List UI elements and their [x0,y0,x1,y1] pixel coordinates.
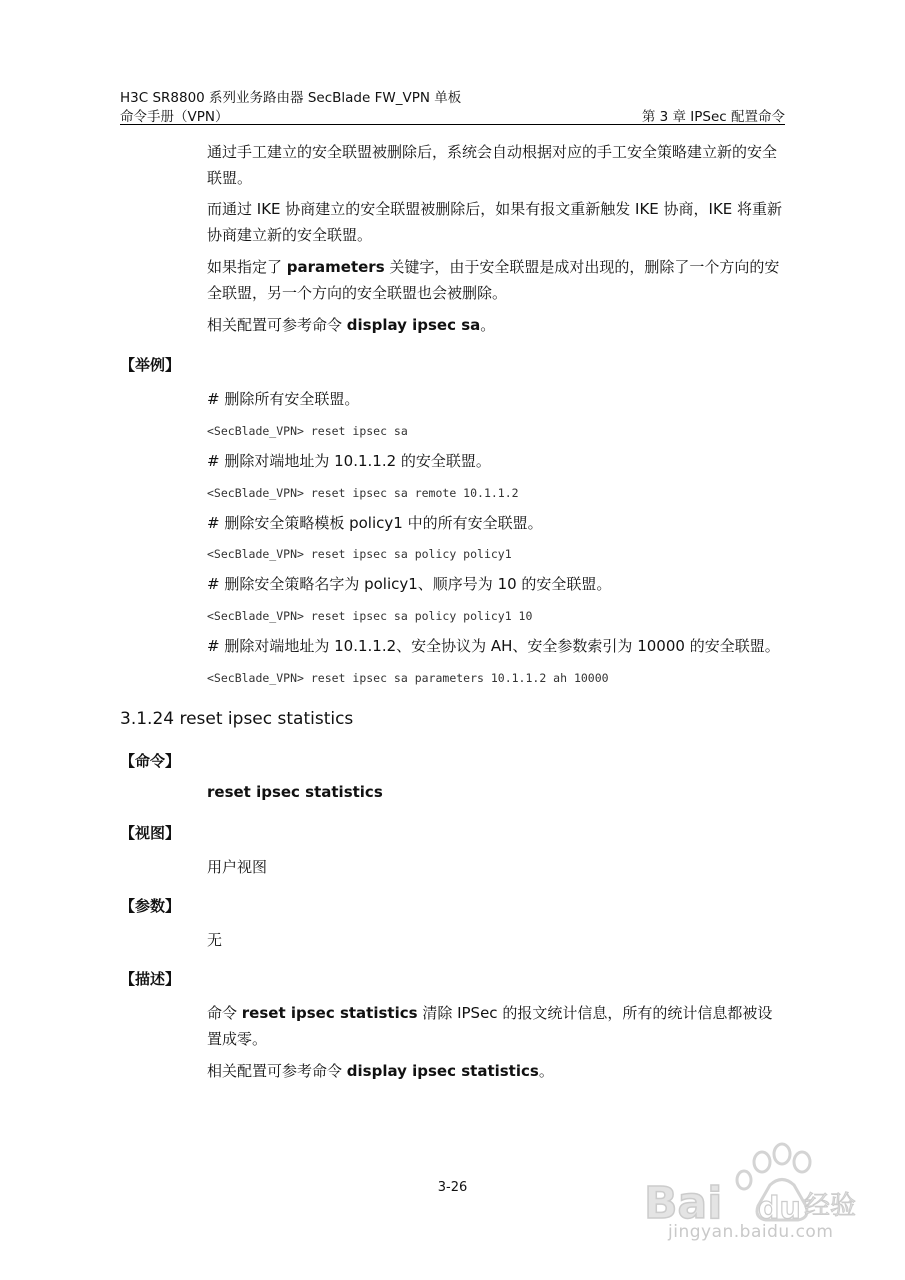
keyword: parameters [286,258,385,276]
paragraph-text: 。 [480,316,496,334]
paragraph-text: 。 [538,1062,554,1080]
view-value: 用户视图 [207,858,268,876]
params-value: 无 [207,931,223,949]
watermark-url: jingyan.baidu.com [668,1222,834,1242]
example-code: <SecBlade_VPN> reset ipsec sa remote 10.1.1.2 [207,486,519,500]
paragraph-text: 如果指定了 [207,258,287,276]
example-code: <SecBlade_VPN> reset ipsec sa [207,424,408,438]
params-label: 【参数】 [120,897,181,915]
example-code: <SecBlade_VPN> reset ipsec sa policy policy1 [207,547,512,561]
example-code: <SecBlade_VPN> reset ipsec sa parameters 10.1.1.2 ah 10000 [207,671,609,685]
section-title: 3.1.24 reset ipsec statistics [120,709,354,729]
svg-text:du: du [758,1191,801,1226]
keyword: display ipsec statistics [346,1062,539,1080]
keyword: display ipsec sa [346,316,481,334]
paragraph-parameters [207,254,787,306]
command-syntax: reset ipsec statistics [207,783,383,801]
paragraph-text: 清除 IPSec 的报文统计信息，所有的统计信息都被设置成零。 [207,1004,773,1048]
paragraph-text: 相关配置可参考命令 [207,316,347,334]
header-chapter: 第 3 章 IPSec 配置命令 [641,109,785,125]
view-label: 【视图】 [120,824,181,842]
description-related [207,1058,787,1084]
command-label: 【命令】 [120,752,181,770]
svg-text:Bai: Bai [644,1178,723,1229]
page-number: 3-26 [437,1180,468,1195]
description-paragraph [207,1000,787,1052]
example-desc: # 删除对端地址为 10.1.1.2 的安全联盟。 [207,452,491,470]
example-desc: # 删除所有安全联盟。 [207,390,360,408]
example-code: <SecBlade_VPN> reset ipsec sa policy policy1 10 [207,609,533,623]
example-desc: # 删除安全策略模板 policy1 中的所有安全联盟。 [207,514,543,532]
description-label: 【描述】 [120,970,181,988]
example-desc: # 删除对端地址为 10.1.1.2、安全协议为 AH、安全参数索引为 10000 的安全联盟。 [207,637,780,655]
header-title: H3C SR8800 系列业务路由器 SecBlade FW_VPN 单板 [120,90,462,106]
header-manual-name: 命令手册（VPN） [120,109,229,125]
example-desc: # 删除安全策略名字为 policy1、顺序号为 10 的安全联盟。 [207,575,612,593]
paragraph-text: 关键字，由于安全联盟是成对出现的，删除了一个方向的安全联盟，另一个方向的安全联盟也会被删除。 [207,258,780,302]
paragraph-related [207,312,787,338]
paragraph-manual-sa: 通过手工建立的安全联盟被删除后，系统会自动根据对应的手工安全策略建立新的安全联盟。 [207,143,778,187]
header-divider [120,124,785,125]
keyword: reset ipsec statistics [241,1004,418,1022]
examples-label: 【举例】 [120,356,181,374]
paragraph-text: 相关配置可参考命令 [207,1062,347,1080]
paragraph-text: 命令 [207,1004,242,1022]
paragraph-ike-sa: 而通过 IKE 协商建立的安全联盟被删除后，如果有报文重新触发 IKE 协商，IKE 将重新协商建立新的安全联盟。 [207,200,783,244]
svg-text:经验: 经验 [804,1191,857,1221]
